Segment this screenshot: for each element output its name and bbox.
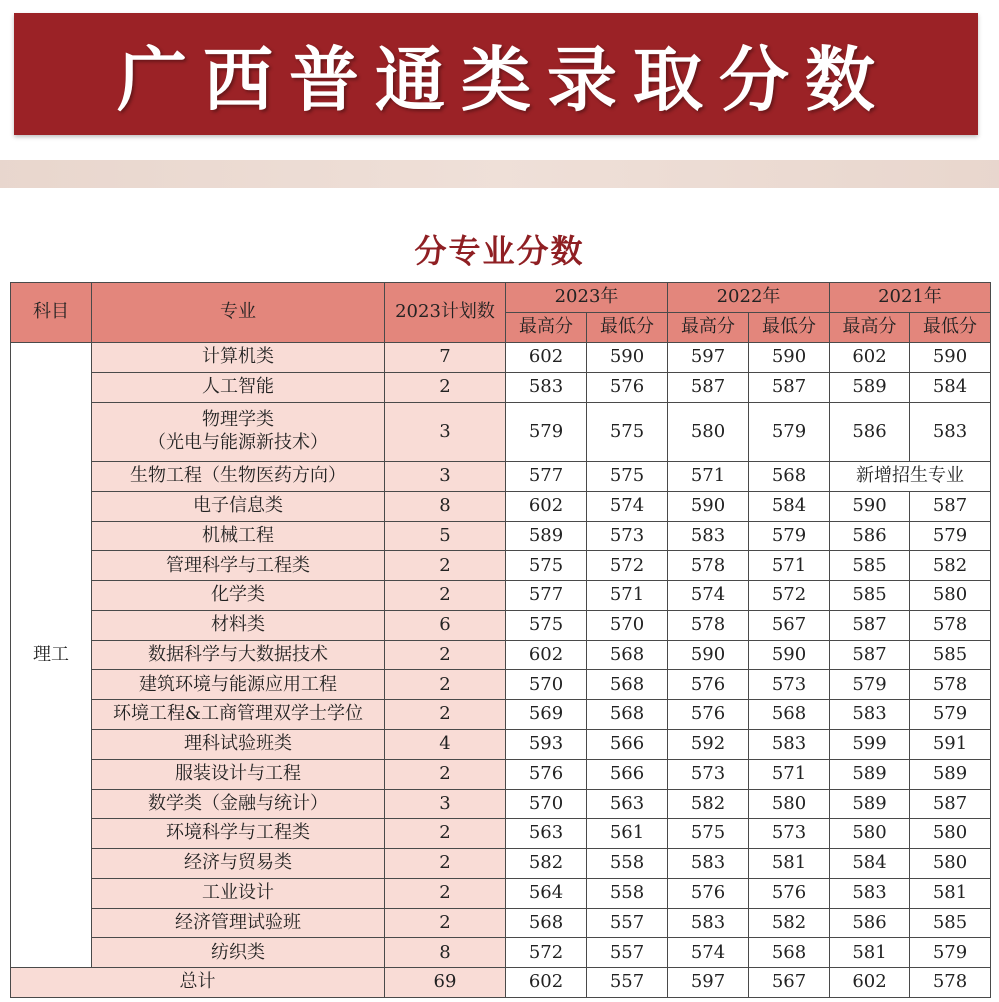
major-cell: [92, 402, 385, 462]
table-row: [11, 372, 991, 402]
score-cell: 563: [506, 819, 587, 849]
score-cell: 577: [506, 462, 587, 492]
score-cell: 568: [749, 462, 830, 492]
score-cell: 590: [749, 343, 830, 373]
major-cell: 工业设计: [92, 878, 385, 908]
score-cell: 576: [668, 878, 749, 908]
score-cell: 583: [910, 402, 991, 462]
score-cell: 581: [830, 938, 910, 968]
score-cell: 586: [830, 402, 910, 462]
major-cell: 数据科学与大数据技术: [92, 640, 385, 670]
score-cell: 563: [587, 789, 668, 819]
score-cell: 579: [749, 402, 830, 462]
major-cell: 材料类: [92, 610, 385, 640]
header-max: 最高分: [506, 313, 587, 343]
plan-cell: 7: [385, 343, 506, 373]
table-row: [11, 343, 991, 373]
header-max: 最高分: [668, 313, 749, 343]
score-cell: 583: [668, 849, 749, 879]
major-cell: 纺织类: [92, 938, 385, 968]
total-score: 557: [587, 968, 668, 998]
score-cell: 590: [749, 640, 830, 670]
score-cell: 590: [830, 491, 910, 521]
score-cell: 567: [749, 610, 830, 640]
score-cell: 570: [506, 670, 587, 700]
major-line: （光电与能源新技术）: [148, 431, 328, 453]
major-cell: 理科试验班类: [92, 729, 385, 759]
decorative-band: [0, 160, 999, 188]
score-cell: 576: [749, 878, 830, 908]
score-cell: 575: [506, 610, 587, 640]
score-cell: 566: [587, 729, 668, 759]
header-year-2021: 2021年: [830, 283, 991, 313]
table-row: [11, 938, 991, 968]
score-cell: 573: [668, 759, 749, 789]
major-cell: 数学类（金融与统计）: [92, 789, 385, 819]
score-cell: 581: [910, 878, 991, 908]
score-cell: 584: [910, 372, 991, 402]
score-cell: 602: [506, 491, 587, 521]
score-cell: 580: [910, 581, 991, 611]
total-score: 602: [506, 968, 587, 998]
score-cell: 575: [587, 402, 668, 462]
table-row: [11, 462, 991, 492]
major-cell: 环境科学与工程类: [92, 819, 385, 849]
major-cell: 经济管理试验班: [92, 908, 385, 938]
section-title: 分专业分数: [414, 232, 585, 270]
score-cell: 578: [668, 551, 749, 581]
plan-cell: 3: [385, 789, 506, 819]
score-cell: 602: [506, 343, 587, 373]
table-row: [11, 908, 991, 938]
plan-cell: 2: [385, 819, 506, 849]
table-row: [11, 491, 991, 521]
table-row: [11, 610, 991, 640]
plan-cell: 2: [385, 640, 506, 670]
plan-cell: 2: [385, 908, 506, 938]
score-cell: 570: [506, 789, 587, 819]
table-row: [11, 521, 991, 551]
score-cell: 580: [830, 819, 910, 849]
banner-title: 广西普通类录取分数: [117, 38, 891, 121]
score-cell: 587: [668, 372, 749, 402]
score-table: [10, 282, 991, 998]
table-row: [11, 878, 991, 908]
total-score: 578: [910, 968, 991, 998]
score-cell: 586: [830, 908, 910, 938]
plan-cell: 2: [385, 878, 506, 908]
score-cell: 584: [830, 849, 910, 879]
score-cell: 589: [506, 521, 587, 551]
score-cell: 573: [749, 670, 830, 700]
score-cell: 597: [668, 343, 749, 373]
score-cell: 561: [587, 819, 668, 849]
header-plan: 2023计划数: [385, 283, 506, 343]
score-cell: 579: [910, 938, 991, 968]
score-cell: 599: [830, 729, 910, 759]
score-cell: 577: [506, 581, 587, 611]
table-header: [11, 283, 991, 343]
header-min: 最低分: [749, 313, 830, 343]
major-cell: 环境工程&工商管理双学士学位: [92, 700, 385, 730]
score-cell: 570: [587, 610, 668, 640]
score-cell: 579: [910, 521, 991, 551]
score-cell: 580: [668, 402, 749, 462]
score-cell: 585: [830, 581, 910, 611]
score-cell: 582: [749, 908, 830, 938]
header-subject: 科目: [11, 283, 92, 343]
score-cell: 602: [506, 640, 587, 670]
header-max: 最高分: [830, 313, 910, 343]
score-cell: 583: [668, 908, 749, 938]
score-cell: 568: [506, 908, 587, 938]
score-cell: 574: [668, 938, 749, 968]
score-cell: 579: [910, 700, 991, 730]
plan-cell: 8: [385, 938, 506, 968]
score-cell: 585: [830, 551, 910, 581]
score-cell: 569: [506, 700, 587, 730]
major-cell: 化学类: [92, 581, 385, 611]
table-row: [11, 402, 991, 462]
score-cell: 576: [506, 759, 587, 789]
table-body: [11, 343, 991, 968]
header-min: 最低分: [587, 313, 668, 343]
score-cell: 571: [749, 759, 830, 789]
score-cell: 558: [587, 878, 668, 908]
score-cell: 587: [910, 491, 991, 521]
score-cell: 590: [668, 640, 749, 670]
plan-cell: 2: [385, 372, 506, 402]
header-year-2022: 2022年: [668, 283, 830, 313]
score-cell: 576: [668, 700, 749, 730]
total-plan: 69: [385, 968, 506, 998]
score-cell: 590: [587, 343, 668, 373]
score-cell: 568: [587, 670, 668, 700]
score-cell: 585: [910, 640, 991, 670]
major-cell: 机械工程: [92, 521, 385, 551]
score-cell: 558: [587, 849, 668, 879]
score-cell: 581: [749, 849, 830, 879]
score-cell: 583: [506, 372, 587, 402]
table-row: [11, 759, 991, 789]
plan-cell: 3: [385, 402, 506, 462]
score-cell: 557: [587, 938, 668, 968]
score-cell: 557: [587, 908, 668, 938]
major-cell: 生物工程（生物医药方向）: [92, 462, 385, 492]
note-cell: 新增招生专业: [830, 462, 991, 492]
score-cell: 583: [830, 878, 910, 908]
score-cell: 573: [749, 819, 830, 849]
plan-cell: 3: [385, 462, 506, 492]
score-cell: 572: [506, 938, 587, 968]
table-footer: [11, 968, 991, 998]
header-major: 专业: [92, 283, 385, 343]
score-cell: 602: [830, 343, 910, 373]
score-cell: 592: [668, 729, 749, 759]
total-label: 总计: [11, 968, 385, 998]
score-cell: 590: [910, 343, 991, 373]
score-cell: 576: [668, 670, 749, 700]
score-cell: 583: [668, 521, 749, 551]
score-cell: 578: [910, 670, 991, 700]
score-cell: 566: [587, 759, 668, 789]
plan-cell: 8: [385, 491, 506, 521]
score-cell: 580: [910, 849, 991, 879]
plan-cell: 6: [385, 610, 506, 640]
score-cell: 585: [910, 908, 991, 938]
score-cell: 580: [749, 789, 830, 819]
score-cell: 576: [587, 372, 668, 402]
score-cell: 572: [587, 551, 668, 581]
score-cell: 589: [830, 372, 910, 402]
score-cell: 589: [910, 759, 991, 789]
table-row: [11, 700, 991, 730]
score-cell: 568: [749, 938, 830, 968]
score-cell: 584: [749, 491, 830, 521]
major-cell: 服装设计与工程: [92, 759, 385, 789]
score-cell: 582: [668, 789, 749, 819]
score-cell: 587: [830, 610, 910, 640]
major-cell: 人工智能: [92, 372, 385, 402]
score-cell: 571: [587, 581, 668, 611]
subject-cell: 理工: [11, 343, 92, 968]
table-row: [11, 670, 991, 700]
score-cell: 578: [910, 610, 991, 640]
plan-cell: 2: [385, 551, 506, 581]
major-cell: 管理科学与工程类: [92, 551, 385, 581]
total-score: 567: [749, 968, 830, 998]
table-row: [11, 640, 991, 670]
plan-cell: 2: [385, 581, 506, 611]
score-cell: 582: [910, 551, 991, 581]
score-cell: 573: [587, 521, 668, 551]
score-cell: 574: [587, 491, 668, 521]
table-row: [11, 819, 991, 849]
table-row: [11, 581, 991, 611]
score-cell: 587: [830, 640, 910, 670]
score-cell: 574: [668, 581, 749, 611]
score-cell: 582: [506, 849, 587, 879]
score-cell: 579: [830, 670, 910, 700]
score-cell: 571: [749, 551, 830, 581]
score-cell: 572: [749, 581, 830, 611]
major-line: 物理学类: [202, 409, 274, 431]
score-cell: 580: [910, 819, 991, 849]
major-cell: 计算机类: [92, 343, 385, 373]
score-cell: 590: [668, 491, 749, 521]
major-cell: 电子信息类: [92, 491, 385, 521]
table-row: [11, 849, 991, 879]
plan-cell: 4: [385, 729, 506, 759]
score-cell: 586: [830, 521, 910, 551]
score-cell: 564: [506, 878, 587, 908]
score-cell: 579: [506, 402, 587, 462]
score-cell: 583: [749, 729, 830, 759]
score-cell: 575: [668, 819, 749, 849]
table-row: [11, 789, 991, 819]
total-score: 597: [668, 968, 749, 998]
plan-cell: 2: [385, 849, 506, 879]
score-cell: 593: [506, 729, 587, 759]
score-cell: 568: [587, 640, 668, 670]
total-score: 602: [830, 968, 910, 998]
score-cell: 587: [749, 372, 830, 402]
score-cell: 568: [587, 700, 668, 730]
title-banner: [14, 13, 978, 135]
score-cell: 571: [668, 462, 749, 492]
score-cell: 575: [506, 551, 587, 581]
score-cell: 578: [668, 610, 749, 640]
major-cell: 经济与贸易类: [92, 849, 385, 879]
score-cell: 591: [910, 729, 991, 759]
plan-cell: 2: [385, 670, 506, 700]
score-cell: 587: [910, 789, 991, 819]
plan-cell: 5: [385, 521, 506, 551]
score-cell: 589: [830, 789, 910, 819]
score-cell: 583: [830, 700, 910, 730]
plan-cell: 2: [385, 759, 506, 789]
score-cell: 589: [830, 759, 910, 789]
table-row: [11, 729, 991, 759]
score-cell: 579: [749, 521, 830, 551]
score-cell: 575: [587, 462, 668, 492]
plan-cell: 2: [385, 700, 506, 730]
score-cell: 568: [749, 700, 830, 730]
header-year-2023: 2023年: [506, 283, 668, 313]
total-row: [11, 968, 991, 998]
header-min: 最低分: [910, 313, 991, 343]
major-cell: 建筑环境与能源应用工程: [92, 670, 385, 700]
table-row: [11, 551, 991, 581]
